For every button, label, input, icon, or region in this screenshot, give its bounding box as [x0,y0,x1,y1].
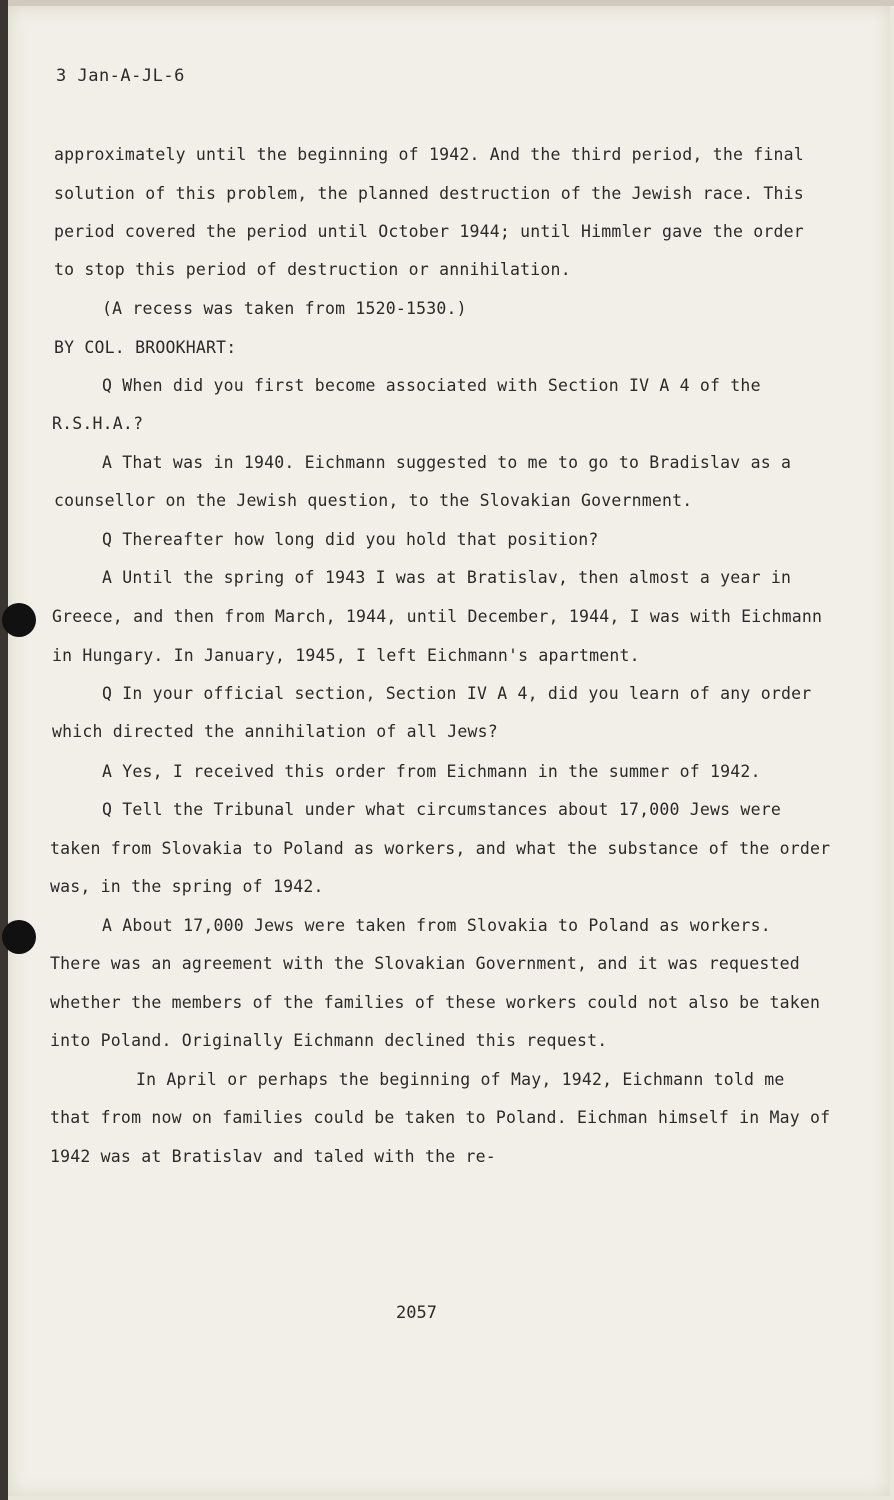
text-line: which directed the annihilation of all Jews? [52,722,498,741]
text-line: 1942 was at Bratislav and taled with the re- [50,1147,496,1166]
text-line: A That was in 1940. Eichmann suggested to me to go to Bradislav as a [102,453,792,472]
text-line: whether the members of the families of these workers could not also be taken [50,993,821,1012]
text-line: Q Thereafter how long did you hold that position? [102,530,599,549]
text-line: A About 17,000 Jews were taken from Slovakia to Poland as workers. [102,916,771,935]
text-line: R.S.H.A.? [52,414,144,433]
text-line: was, in the spring of 1942. [50,877,324,896]
text-line: Q When did you first become associated with Section IV A 4 of the [102,376,761,395]
text-line: A Until the spring of 1943 I was at Bratislav, then almost a year in [102,568,792,587]
text-line: Greece, and then from March, 1944, until December, 1944, I was with Eichmann [52,607,823,626]
text-line: solution of this problem, the planned destruction of the Jewish race. This [54,184,804,203]
text-line: approximately until the beginning of 1942. And the third period, the final [54,145,804,164]
text-line: Q Tell the Tribunal under what circumstances about 17,000 Jews were [102,800,781,819]
speaker-heading: BY COL. BROOKHART: [54,338,237,357]
text-line: taken from Slovakia to Poland as workers, and what the substance of the order [50,839,831,858]
text-line: In April or perhaps the beginning of May, 1942, Eichmann told me [136,1070,785,1089]
text-line: (A recess was taken from 1520-1530.) [102,299,467,318]
text-line: that from now on families could be taken to Poland. Eichman himself in May of [50,1108,831,1127]
page-number: 2057 [396,1303,437,1323]
text-line: A Yes, I received this order from Eichmann in the summer of 1942. [102,762,761,781]
binding-edge [0,0,8,1500]
text-line: in Hungary. In January, 1945, I left Eichmann's apartment. [52,646,640,665]
text-line: into Poland. Originally Eichmann declined this request. [50,1031,608,1050]
text-line: counsellor on the Jewish question, to the Slovakian Government. [54,491,693,510]
text-line: to stop this period of destruction or annihilation. [54,260,571,279]
text-line: Q In your official section, Section IV A 4, did you learn of any order [102,684,812,703]
punch-hole [2,603,36,637]
document-id: 3 Jan-A-JL-6 [56,66,185,86]
text-line: There was an agreement with the Slovakian Government, and it was requested [50,954,800,973]
text-line: period covered the period until October 1944; until Himmler gave the order [54,222,804,241]
punch-hole [2,920,36,954]
